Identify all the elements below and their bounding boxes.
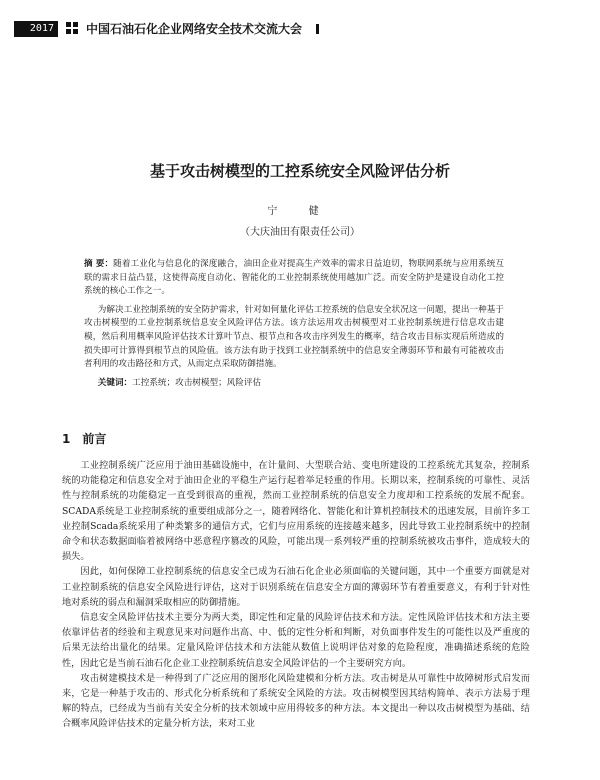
author-name: 宁 健	[267, 206, 333, 217]
body-paragraph-2: 因此，如何保障工业控制系统的信息安全已成为石油石化企业必须面临的关键问题，其中一个重要方面就是对工业控制系统的信息安全风险进行评估，这对于识别系统在信息安全方面的薄弱环节有着重要意义，有利于针对性地对系统的弱点和漏洞采取相应的防御措施。	[62, 566, 530, 608]
body-paragraph-1: 工业控制系统广泛应用于油田基础设施中，在计量间、大型联合站、变电所建设的工控系统尤其复杂，控制系统的功能稳定和信息安全对于油田企业的平稳生产运行起着举足轻重的作用。长期以来，控制系统的可靠性、灵活性与控制系统的功能稳定一直受到很高的重视，然而工业控制系统的信息安全力度却和工控系统的发展不配套。SCADA系统是工业控制系统的重要组成部分之一，随着网络化、智能化和计算机控制技术的迅速发展，目前许多工业控制Scada系统采用了种类繁多的通信方式，它们与应用系统的连接越来越多，因此导致工业控制系统中的控制命令和状态数据面临着被网络中恶意程序篡改的风险，可能出现一系列较严重的控制系统被攻击事件，造成较大的损失。	[62, 460, 530, 563]
abstract-block	[84, 258, 504, 395]
year-badge: 2017	[14, 21, 58, 37]
header-end-bar	[316, 24, 319, 34]
abstract-label: 摘 要：	[84, 259, 114, 269]
author-affiliation: （大庆油田有限责任公司）	[240, 227, 360, 238]
abstract-paragraph	[84, 258, 504, 299]
running-header	[14, 18, 574, 40]
body-paragraph-4: 攻击树建模技术是一种得到了广泛应用的图形化风险建模和分析方法。攻击树是从可靠性中故障树形式启发而来，它是一种基于攻击的、形式化分析系统和了系统安全风险的方法。攻击树模型因其结构简单、表示方法易于理解的特点，已经成为当前有关安全分析的技术领域中应用得较多的种方法。本文提出一种以攻击树模型为基础、结合概率风险评估技术的定量分析方法，来对工业	[62, 672, 530, 730]
keywords-text: 工控系统；攻击树模型；风险评估	[132, 377, 262, 388]
paper-title: 基于攻击树模型的工控系统安全风险评估分析	[149, 162, 450, 180]
conference-logo-icon	[66, 22, 78, 34]
section-title: 前言	[82, 432, 107, 446]
section-heading	[62, 430, 106, 447]
abstract-text-1: 随着工业化与信息化的深度融合，油田企业对提高生产效率的需求日益迫切，物联网系统与应用系统互联的需求日益凸显，这使得高度自动化、智能化的工业控制系统使用越加广泛。而安全防护是建设自动化工控系统的核心工作之一。	[84, 259, 504, 297]
abstract-paragraph-2: 为解决工业控制系统的安全防护需求，针对如何量化评估工控系统的信息安全状况这一问题，提出一种基于攻击树模型的工业控制系统信息安全风险评估方法。该方法运用攻击树模型对工业控制系统进行信息攻击建模，然后利用概率风险评估技术计算叶节点、根节点和各攻击序列发生的概率，结合攻击目标实现后所造成的损失即可计算得到根节点的风险值。该方法有助于找到工业控制系统中的信息安全薄弱环节和最有可能被攻击者利用的攻击路径和方式，从而定点采取防御措施。	[84, 304, 504, 370]
section-number: 1	[62, 432, 71, 446]
section-body	[62, 458, 530, 732]
body-paragraph-3: 信息安全风险评估技术主要分为两大类，即定性和定量的风险评估技术和方法。定性风险评估技术和方法主要依靠评估者的经验和主观意见来对问题作出高、中、低的定性分析和判断，对负面事件发生的可能性以及严重度的后果无法给出量化的结果。定量风险评估技术和方法能从数值上说明评估对象的危险程度，准确描述系统的危险性，因此它是当前石油石化企业工业控制系统信息安全风险评估的一个主要研究方向。	[62, 612, 530, 669]
keywords-line	[84, 377, 504, 391]
keywords-label: 关键词：	[97, 377, 133, 388]
conference-name: 中国石油石化企业网络安全技术交流大会	[86, 22, 303, 36]
